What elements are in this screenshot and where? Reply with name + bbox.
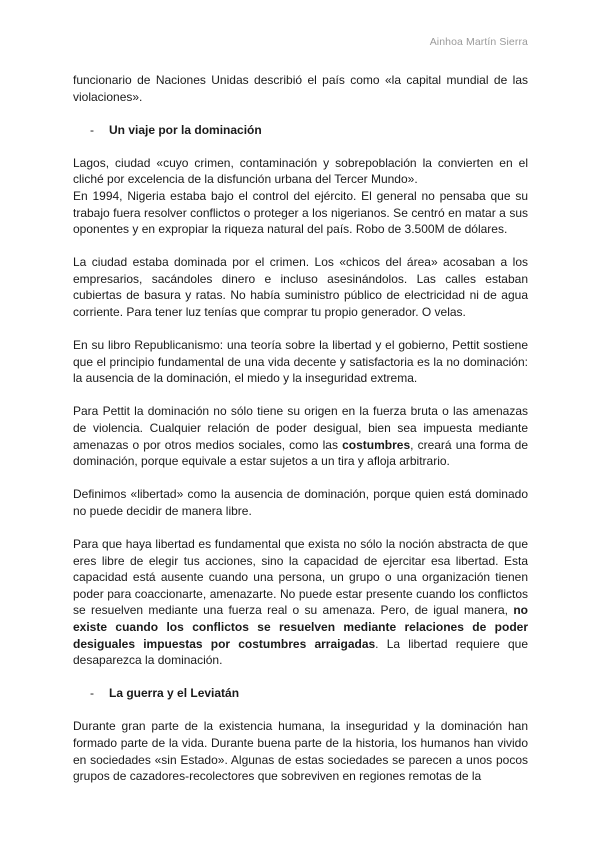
paragraph-existencia-humana: Durante gran parte de la existencia humana, la inseguridad y la dominación han formado parte de la vida. Durante buena parte de la historia, los humanos han vivido en sociedades «sin Estado». Algunas de estas sociedades se parecen a unos pocos grupos de cazadores-recolectores que sobreviven en regiones remotas de la: [73, 719, 528, 784]
paragraph-nigeria: En 1994, Nigeria estaba bajo el control del ejército. El general no pensaba que su trabajo fuera resolver conflictos o proteger a los nigerianos. Se centró en matar a sus oponentes y en expropiar la riqueza natural del país. Robo de 3.500M de dólares.: [73, 188, 528, 237]
section-title: La guerra y el Leviatán: [109, 686, 240, 701]
paragraph-lagos: Lagos, ciudad «cuyo crimen, contaminación y sobrepoblación la convierten en el cliché por excelencia de la disfunción urbana del Tercer Mundo».: [73, 155, 528, 187]
paragraph-crimen: La ciudad estaba dominada por el crimen. Los «chicos del área» acosaban a los empresarios, sacándoles dinero e incluso asesinándolos. Las calles estaban cubiertas de basura y ratas. No había suministro público de electricidad ni de agua corriente. Para tener luz tenías que comprar tu propio generador. O velas.: [73, 255, 528, 320]
section-heading-leviatan: [73, 685, 528, 702]
paragraph-pettit-dominacion: Para Pettit la dominación no sólo tiene su origen en la fuerza bruta o las amenazas de violencia. Cualquier relación de poder desigual, bien sea impuesta mediante amenazas o por otros medios sociales, como las costumbres, creará una forma de dominación, porque equivale a estar sujetos a un tira y afloja arbitrario.: [73, 404, 528, 469]
paragraph-intro: funcionario de Naciones Unidas describió el país como «la capital mundial de las violaciones».: [73, 73, 528, 104]
section-heading-un-viaje: [73, 122, 528, 139]
bullet-dash: -: [90, 122, 94, 137]
bullet-dash: -: [90, 686, 94, 701]
bold-costumbres: costumbres: [342, 437, 411, 452]
bold-conflictos: no existe cuando los conflictos se resuelven mediante relaciones de poder desiguales impuestas por costumbres arraigadas: [73, 603, 528, 651]
paragraph-libertad-definicion: Definimos «libertad» como la ausencia de dominación, porque quien está dominado no puede decidir de manera libre.: [73, 487, 528, 518]
paragraph-libertad-capacidad: Para que haya libertad es fundamental que exista no sólo la noción abstracta de que eres libre de elegir tus acciones, sino la capacidad de ejercitar esa libertad. Esta capacidad está ausente cuando una persona, un grupo o una organización tienen poder para coaccionarte, amenazarte. No puede estar presente cuando los conflictos se resuelven mediante una fuerza real o su amenaza. Pero, de igual manera, no existe cuando los conflictos se resuelven mediante relaciones de poder desiguales impuestas por costumbres arraigadas. La libertad requiere que desaparezca la dominación.: [73, 536, 528, 668]
document-body: [73, 72, 528, 785]
section-title: Un viaje por la dominación: [109, 122, 262, 137]
header-author: Ainhoa Martín Sierra: [429, 36, 528, 48]
paragraph-pettit-libro: En su libro Republicanismo: una teoría sobre la libertad y el gobierno, Pettit sostiene que el principio fundamental de una vida decente y satisfactoria es la no dominación: la ausencia de la dominación, el miedo y la inseguridad extrema.: [73, 338, 528, 386]
